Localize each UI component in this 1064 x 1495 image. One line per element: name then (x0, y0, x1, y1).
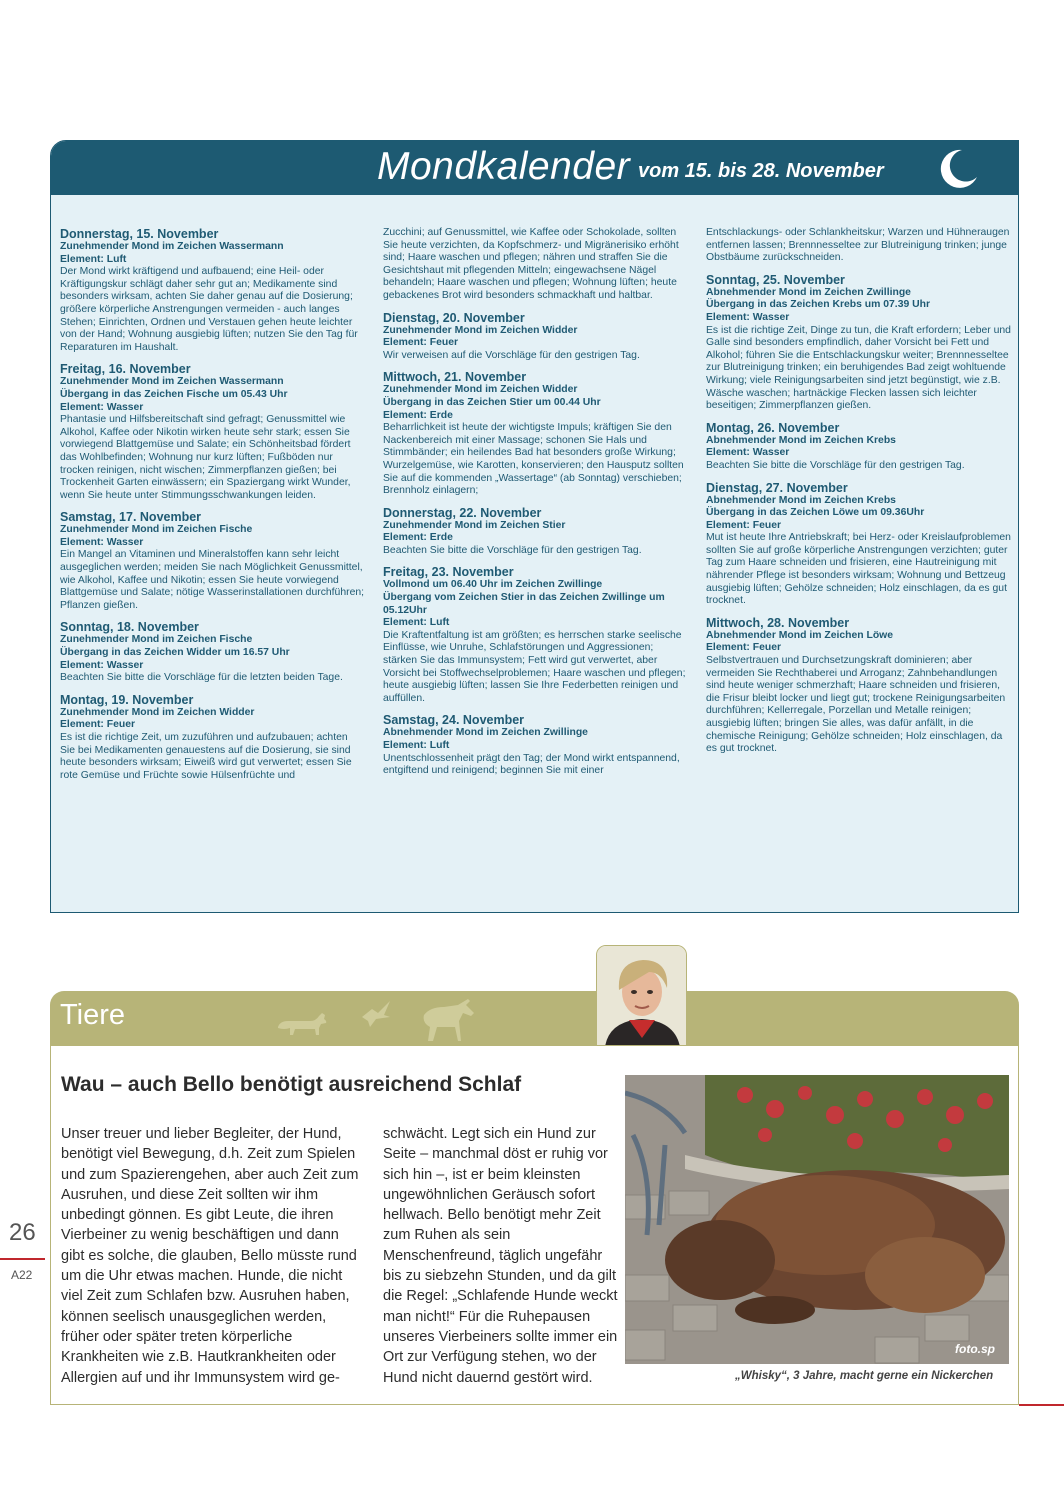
article-column-2: schwächt. Legt sich ein Hund zur Seite – manchmal döst er ruhig vor sich hin –, ist er beim kleinsten ungewöhnlichen Geräusch sofort hellwach. Bello benötigt mehr Zeit zum Ruhen als sein Menschenfreund, täglich ungefähr bis zu siebzehn Stunden, und da gilt die Regel: „Schlafende Hunde weckt man nicht!“ Für die Ruhepausen unseres Vierbeiners sollte immer ein Ort zur Verfügung stehen, wo der Hund nicht dauernd gestört wird. (383, 1126, 618, 1386)
entry-text: Beachten Sie bitte die Vorschläge für die letzten beiden Tage. (60, 672, 343, 684)
calendar-entry (60, 510, 365, 612)
mondkalender-column-2 (383, 227, 688, 786)
entry-text: Selbstvertrauen und Durchsetzungskraft dominieren; aber vermeiden Sie Rechthaberei und Arroganz; Zahnbehandlungen sind heute weniger schmerzhaft; Haare schneiden und frisieren, die Frisur bleibt locker und liegt gut; trockene Reinigungsarbeiten durchführen; Kellerregale, Porzellan und Metalle reinigen; ausgiebig lüften; bringen Sie alles, was dafür anfällt, in die chemische Reinigung; Gehölze schneiden; Holz einschlagen, da es gut trocknet. (706, 655, 1006, 755)
entry-day: Donnerstag, 15. November (60, 227, 219, 241)
entry-day: Sonntag, 18. November (60, 620, 199, 635)
entry-text: Unentschlossenheit prägt den Tag; der Mond wirkt entspannend, entgiftend und reinigend; beginnen Sie mit einer (383, 752, 680, 777)
entry-text: Ein Mangel an Vitaminen und Mineralstoffen kann sehr leicht ausgeglichen werden; meiden Sie nach Möglichkeit Genussmittel, wie Alkohol, Kaffee und Nikotin; essen Sie heute vorwiegend Blattgemüse und Salate; nötige Wasserinstallationen durchführen; Pflanzen gießen. (60, 549, 365, 611)
mondkalender-column-3 (706, 227, 1011, 764)
calendar-entry (706, 481, 1011, 608)
page-number: 26 (9, 1219, 36, 1246)
entry-text: Mut ist heute Ihre Antriebskraft; bei Herz- oder Kreislaufproblemen sollten Sie auf große körperliche Anstrengungen verzichten; guter Tag zum Haare schneiden und frisieren, eine Hautreinigung mit nährender Pflege ist besonders wirksam; Wohnung und Bettzeug ausgiebig lüften; Gehölze schneiden; Holz einschlagen, da es gut trocknet. (706, 532, 1011, 607)
entry-moon-info: Element: Wasser (60, 401, 144, 413)
entry-moon-info: Vollmond um 06.40 Uhr im Zeichen Zwillinge (383, 579, 603, 591)
entry-day: Dienstag, 27. November (706, 480, 848, 495)
entry-moon-info: Element: Feuer (60, 719, 136, 731)
entry-day: Mittwoch, 21. November (383, 370, 527, 385)
entry-moon-info: Element: Erde (383, 409, 453, 421)
entry-moon-info: Übergang in das Zeichen Widder um 16.57 Uhr (60, 647, 290, 659)
entry-day: Montag, 26. November (706, 420, 840, 435)
entry-day: Dienstag, 20. November (383, 310, 525, 325)
entry-day: Samstag, 24. November (383, 713, 525, 728)
photo-caption: „Whisky“, 3 Jahre, macht gerne ein Nickerchen (735, 1370, 994, 1382)
entry-moon-info: Element: Wasser (706, 311, 790, 323)
entry-day: Samstag, 17. November (60, 510, 202, 525)
entry-moon-info: Element: Feuer (383, 337, 459, 349)
entry-moon-info: Zunehmender Mond im Zeichen Widder (60, 706, 255, 718)
sleeping-dog-image (625, 1075, 1009, 1364)
entry-text: Beachten Sie bitte die Vorschläge für den gestrigen Tag. (383, 544, 642, 556)
entry-text: Es ist die richtige Zeit, Dinge zu tun, die Kraft erfordern; Leber und Galle sind besonders empfindlich, daher Vorsicht bei Fett und Alkohol; führen Sie die Entschlackungskur weiter; Brennnesseltee zur Blutreinigung trinken; ein beruhigendes Bad zeigt wohltuende Wirkung; viele Reinigungsarbeiten sind jetzt begünstigt, wie z.B. Wäsche waschen; hartnäckige Flecken lassen sich leichter beseitigen; Zimmerpflanzen gießen. (706, 324, 1011, 412)
calendar-entry (383, 311, 688, 363)
entry-moon-info: Zunehmender Mond im Zeichen Stier (383, 519, 566, 531)
entry-text: Der Mond wirkt kräftigend und aufbauend; eine Heil- oder Kräftigungskur schlägt daher sehr gut an; Medikamente sind besonders wirksam, achten Sie daher genau auf die Dosierung; größere körperliche Anstrengungen vermeiden - auch langes Stehen; Einrichten, Ordnen und Verstauen gehen heute leichter von der Hand; Wohnung ausgiebig lüften; nutzen Sie den Tag für Reparaturen im Haushalt. (60, 266, 358, 353)
calendar-entry (383, 370, 688, 497)
tiere-section-header (50, 991, 1019, 1046)
entry-day: Freitag, 16. November (60, 362, 191, 377)
entry-moon-info: Zunehmender Mond im Zeichen Wassermann (60, 241, 284, 252)
calendar-entry (60, 620, 365, 684)
author-portrait (596, 945, 687, 1046)
entry-moon-info: Abnehmender Mond im Zeichen Krebs (706, 494, 896, 506)
calendar-entry (383, 565, 688, 705)
mondkalender-header (51, 141, 1018, 195)
calendar-entry (706, 421, 1011, 473)
entry-day: Freitag, 23. November (383, 565, 514, 580)
entry-moon-info: Zunehmender Mond im Zeichen Widder (383, 324, 578, 336)
page-code: A22 (11, 1268, 33, 1282)
entry-moon-info: Übergang vom Zeichen Stier in das Zeichen Zwillinge um 05.12Uhr (383, 592, 665, 616)
mondkalender-column-1 (60, 227, 365, 790)
dog-photo (625, 1075, 1009, 1364)
crescent-moon-icon (937, 147, 979, 189)
entry-continuation: Entschlackungs- oder Schlankheitskur; Warzen und Hühneraugen entfernen lassen; Brennnesseltee zur Blutreinigung trinken; junge Obstbäume zurückschneiden. (706, 227, 1010, 264)
entry-moon-info: Element: Luft (383, 617, 450, 629)
entry-moon-info: Element: Wasser (60, 536, 144, 548)
entry-moon-info: Abnehmender Mond im Zeichen Krebs (706, 434, 896, 446)
calendar-entry (60, 362, 365, 502)
page-marker-line (0, 1258, 45, 1260)
entry-text: Phantasie und Hilfsbereitschaft sind gefragt; Genussmittel wie Alkohol, Kaffee oder Nikotin wirken heute sehr stark; essen Sie vorwiegend Blattgemüse und Salate; ein Schönheitsbad fördert das Wohlbefinden; Wohnung nur kurz lüften; Fußböden nur trocken reinigen, nicht wischen; Zimmerpflanzen gießen; bei Trockenheit Garten einwässern; ein Spaziergang wirkt Wunder, wenn Sie heute unter Stimmungsschwankungen leiden. (60, 414, 351, 501)
calendar-entry (383, 506, 688, 558)
entry-moon-info: Zunehmender Mond im Zeichen Fische (60, 524, 253, 536)
article-title: Wau – auch Bello benötigt ausreichend Schlaf (61, 1073, 522, 1096)
entry-moon-info: Zunehmender Mond im Zeichen Fische (60, 634, 253, 646)
entry-moon-info: Element: Luft (383, 740, 450, 751)
animal-silhouettes-icon (270, 995, 490, 1045)
entry-text: Beachten Sie bitte die Vorschläge für den gestrigen Tag. (706, 459, 965, 471)
entry-text: Wir verweisen auf die Vorschläge für den gestrigen Tag. (383, 349, 640, 361)
entry-text: Es ist die richtige Zeit, um zuzuführen und aufzubauen; achten Sie bei Medikamenten genauestens auf die Dosierung, sie sind heute besonders wirksam; Eiweiß wird gut verwertet; essen Sie rote Gemüse und Früchte sowie Hülsenfrüchte und (60, 732, 352, 781)
entry-moon-info: Element: Feuer (706, 642, 782, 654)
mondkalender-title: Mondkalender (377, 145, 631, 188)
photo-credit: foto.sp (955, 1342, 995, 1356)
entry-moon-info: Element: Luft (60, 253, 127, 265)
calendar-entry (60, 693, 365, 783)
entry-moon-info: Abnehmender Mond im Zeichen Löwe (706, 629, 894, 641)
calendar-entry (706, 273, 1011, 413)
author-photo-image (597, 946, 687, 1046)
entry-day: Montag, 19. November (60, 692, 194, 707)
entry-moon-info: Übergang in das Zeichen Stier um 00.44 Uhr (383, 396, 601, 408)
entry-day: Donnerstag, 22. November (383, 505, 542, 520)
calendar-entry (706, 616, 1011, 756)
mondkalender-subtitle: vom 15. bis 28. November (638, 160, 884, 182)
entry-moon-info: Zunehmender Mond im Zeichen Widder (383, 384, 578, 396)
calendar-entry (60, 227, 365, 354)
entry-day: Sonntag, 25. November (706, 272, 845, 287)
article-column-1: Unser treuer und lieber Begleiter, der Hund, benötigt viel Bewegung, d.h. Zeit zum Spielen und zum Spazierengehen, aber auch Zeit zum Ausruhen, und diese Zeit sollten wir ihm unbedingt gönnen. Es gibt Leute, die ihren Vierbeiner zu wenig beschäftigen und dann gibt es solche, die glauben, Bello müsste rund um die Uhr etwas machen. Hunde, die nicht viel Zeit zum Schlafen bzw. Ausruhen haben, können seelisch unausgeglichen werden, früher oder später treten körperliche Krankheiten wie z.B. Hautkrankheiten oder Allergien auf und ihr Immunsystem wird ge- (61, 1126, 359, 1386)
entry-moon-info: Element: Wasser (60, 659, 144, 671)
entry-moon-info: Element: Erde (383, 532, 453, 544)
section-title: Tiere (60, 999, 125, 1031)
entry-moon-info: Zunehmender Mond im Zeichen Wassermann (60, 376, 284, 388)
entry-text: Beharrlichkeit ist heute der wichtigste Impuls; kräftigen Sie den Nackenbereich mit einer Massage; schonen Sie Hals und Stimmbänder; ein heilendes Bad hat besonders große Wirkung; Wurzelgemüse, wie Karotten, konservieren; den Hausputz sollten Sie auf die kommenden „Wassertage“ (ab Sonntag) verschieben; Brennholz einlagern; (383, 422, 684, 497)
entry-moon-info: Übergang in das Zeichen Löwe um 09.36Uhr (706, 507, 925, 519)
mondkalender-box (50, 140, 1019, 913)
entry-moon-info: Abnehmender Mond im Zeichen Zwillinge (383, 727, 588, 739)
entry-moon-info: Übergang in das Zeichen Fische um 05.43 Uhr (60, 388, 288, 400)
entry-day: Mittwoch, 28. November (706, 615, 850, 630)
entry-moon-info: Element: Wasser (706, 447, 790, 459)
entry-moon-info: Übergang in das Zeichen Krebs um 07.39 Uhr (706, 299, 931, 311)
entry-moon-info: Abnehmender Mond im Zeichen Zwillinge (706, 286, 911, 298)
calendar-entry (383, 713, 688, 777)
footer-accent-line (1019, 1404, 1064, 1406)
entry-moon-info: Element: Feuer (706, 519, 782, 531)
entry-text: Die Kraftentfaltung ist am größten; es herrschen starke seelische Einflüsse, wie Unruhe, Schlafstörungen und Aggressionen; stärken Sie das Immunsystem; Fett wird gut verwertet, aber Vorsicht bei Stoffwechselproblemen; Haare waschen und pflegen; heute ausgiebig lüften; lassen Sie Ihre Federbetten reinigen und auffüllen. (383, 629, 686, 704)
entry-continuation: Zucchini; auf Genussmittel, wie Kaffee oder Schokolade, sollten Sie heute verzichten, da Kopfschmerz- und Migränerisiko erhöht sind; Haare waschen und pflegen; nähren und straffen Sie die Gesichtshaut mit pflegenden Mitteln; eingewachsene Nägel behandeln; Haare waschen und pflegen; Wohnung lüften; heute gebackenes Brot wird besonders schmackhaft und haltbar. (383, 227, 679, 301)
